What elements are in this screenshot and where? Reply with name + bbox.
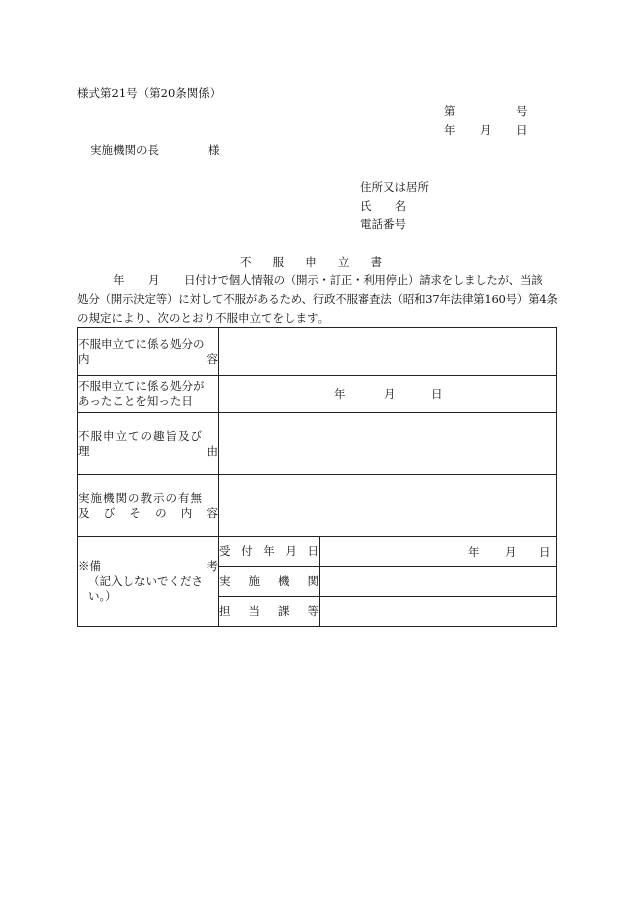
label-char: 及 (78, 505, 90, 520)
name-label-char: 名 (394, 199, 406, 213)
label-char: 年 (263, 544, 275, 558)
doc-number-go: 号 (516, 104, 528, 118)
appeal-purpose-label (78, 413, 219, 475)
label-line: 不服申立てに係る処分が (78, 379, 205, 393)
label-char: 当 (248, 604, 260, 618)
title-char: 服 (272, 255, 285, 269)
label-part: 考 (206, 559, 218, 573)
body-line1-year: 年 (113, 273, 125, 287)
known-date-month: 月 (384, 387, 396, 401)
known-date-field[interactable] (219, 376, 557, 413)
label-char: 内 (180, 505, 193, 520)
table-row (78, 376, 557, 413)
received-date-month: 月 (505, 545, 517, 559)
doc-date-year: 年 (444, 123, 456, 137)
table-row (78, 537, 557, 567)
label-line: 不服申立てに係る処分の (78, 336, 205, 351)
label-char: 施 (248, 574, 260, 588)
label-char: 由 (206, 443, 218, 458)
appeal-purpose-field[interactable] (219, 413, 557, 475)
label-char: 容 (206, 505, 218, 520)
label-char: の (155, 505, 167, 520)
doc-number-dai: 第 (444, 104, 456, 118)
label-char: 日 (307, 544, 319, 558)
section-field[interactable] (320, 597, 557, 627)
addressee-name: 実施機関の長 (90, 143, 159, 157)
label-line: 実施機関の教示の有無 (78, 490, 203, 505)
instruction-label (78, 475, 219, 537)
instruction-field[interactable] (219, 475, 557, 537)
body-line1-month: 月 (148, 273, 160, 287)
received-date-day: 日 (539, 545, 551, 559)
label-char: 等 (307, 604, 319, 618)
label-char: 実 (219, 574, 231, 588)
body-line1-text: 日付けで個人情報の（開示・訂正・利用停止）請求をしましたが、当該 (184, 273, 543, 287)
label-line: あったことを知った日 (78, 394, 193, 408)
name-label-char: 氏 (360, 199, 372, 213)
label-char: 月 (285, 544, 297, 558)
label-char: 理 (78, 443, 90, 458)
requester-name-label (360, 199, 406, 213)
label-line: （記入しないでくださ (88, 574, 203, 588)
requester-address-label: 住所又は居所 (360, 180, 429, 194)
label-char: 容 (206, 351, 218, 366)
agency-field[interactable] (320, 567, 557, 597)
doc-date-day: 日 (516, 123, 528, 137)
remarks-label (78, 537, 219, 627)
section-label (219, 597, 320, 627)
known-date-year: 年 (334, 387, 346, 401)
form-number: 様式第21号（第20条関係） (77, 86, 222, 100)
label-char: 付 (241, 544, 253, 558)
doc-date-month: 月 (480, 123, 492, 137)
doc-number-label (444, 104, 456, 118)
received-date-label (219, 537, 320, 567)
document-title (240, 255, 382, 269)
table-row (78, 328, 557, 376)
body-line2: 処分（開示決定等）に対して不服があるため、行政不服審査法（昭和37年法律第160号）第4条 (77, 292, 558, 306)
title-char: 不 (240, 255, 252, 269)
received-date-field[interactable] (320, 537, 557, 567)
title-char: 立 (337, 255, 350, 269)
body-line3: の規定により、次のとおり不服申立てをします。 (77, 311, 330, 325)
known-date-label (78, 376, 219, 413)
title-char: 書 (370, 255, 382, 269)
label-part: ※備 (78, 559, 101, 573)
addressee-honorific: 様 (208, 143, 220, 157)
table-row (78, 413, 557, 475)
requester-phone-label: 電話番号 (360, 217, 406, 231)
disposition-content-label (78, 328, 219, 376)
label-char: 担 (219, 604, 231, 618)
agency-label (219, 567, 320, 597)
label-line: 不服申立ての趣旨及び (78, 428, 203, 443)
label-char: そ (129, 505, 141, 520)
label-char: 機 (278, 574, 290, 588)
known-date-day: 日 (431, 387, 443, 401)
table-row (78, 475, 557, 537)
label-char: 関 (307, 574, 319, 588)
title-char: 申 (305, 255, 317, 269)
label-char: 内 (78, 351, 90, 366)
appeal-table (77, 327, 557, 627)
label-char: 課 (278, 604, 290, 618)
label-char: び (103, 505, 116, 520)
received-date-year: 年 (468, 545, 480, 559)
disposition-content-field[interactable] (219, 328, 557, 376)
label-char: 受 (219, 544, 231, 558)
label-line: い。） (88, 589, 117, 603)
